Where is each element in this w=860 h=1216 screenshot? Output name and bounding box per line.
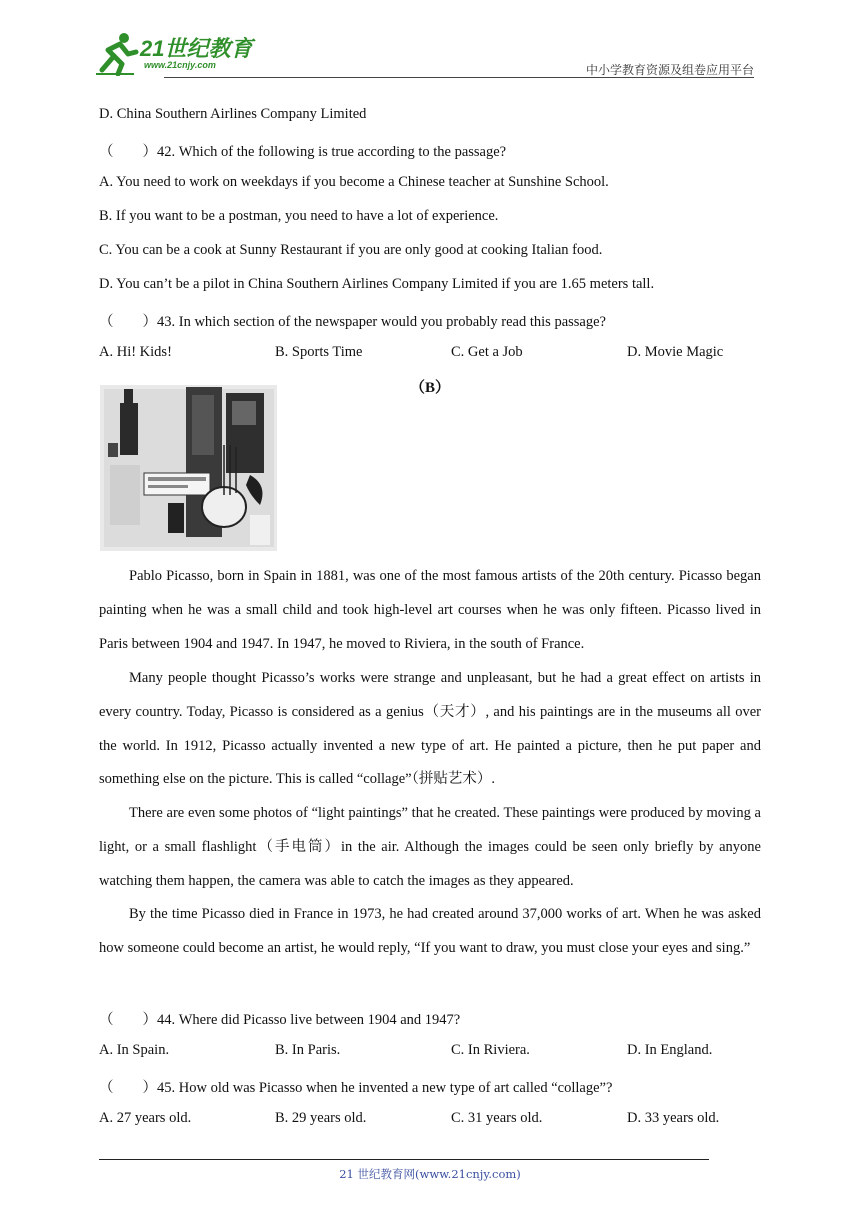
q43-option-c: C. Get a Job xyxy=(451,344,523,360)
q43-stem: （ ）43. In which section of the newspaper would you probably read this passage? xyxy=(99,314,606,330)
q45-stem: （ ）45. How old was Picasso when he invented a new type of art called “collage”? xyxy=(99,1080,613,1096)
q44-stem: （ ）44. Where did Picasso live between 1904 and 1947? xyxy=(99,1012,461,1028)
q44-option-d: D. In England. xyxy=(627,1042,713,1058)
site-logo xyxy=(94,30,259,76)
q44-option-b: B. In Paris. xyxy=(275,1042,341,1058)
page-header xyxy=(94,30,754,78)
logo-title: 21世纪教育 xyxy=(140,36,253,61)
platform-name: 中小学教育资源及组卷应用平台 xyxy=(585,63,754,77)
q42-option-c: C. You can be a cook at Sunny Restaurant if you are only good at cooking Italian food. xyxy=(99,242,603,258)
section-b-title: （B） xyxy=(409,380,450,396)
header-divider xyxy=(164,77,754,78)
q42-stem: （ ）42. Which of the following is true according to the passage? xyxy=(99,144,507,160)
q42-option-a: A. You need to work on weekdays if you become a Chinese teacher at Sunshine School. xyxy=(99,174,609,190)
passage-paragraph: By the time Picasso died in France in 1973, he had created around 37,000 works of art. When he was asked how someone could become an artist, he would reply, “If you want to draw, you must close your eyes and sing.” xyxy=(99,906,761,956)
q45-option-c: C. 31 years old. xyxy=(451,1110,543,1126)
passage-paragraph: Pablo Picasso, born in Spain in 1881, was one of the most famous artists of the 20th century. Picasso began painting when he was a small child and took high-level art courses when he was only fifteen. Picasso lived in Paris between 1904 and 1947. In 1947, he moved to Riviera, in the south of France. xyxy=(99,568,761,652)
passage-paragraph: Many people thought Picasso’s works were strange and unpleasant, but he had a great effect on artists in every country. Today, Picasso is considered as a genius（天才）, and his paintings are in the museums all over the world. In 1912, Picasso actually invented a new type of art. He painted a picture, then he put paper and something else on the picture. This is called “collage”（拼贴艺术）. xyxy=(99,670,761,788)
q45-option-a: A. 27 years old. xyxy=(99,1110,192,1126)
q44-option-a: A. In Spain. xyxy=(99,1042,170,1058)
runner-logo-icon xyxy=(94,30,142,76)
picasso-painting-image xyxy=(100,385,277,551)
footer-text: 21 世纪教育网(www.21cnjy.com) xyxy=(339,1167,521,1181)
q45-option-b: B. 29 years old. xyxy=(275,1110,367,1126)
passage-paragraph: There are even some photos of “light paintings” that he created. These paintings were produced by moving a light, or a small flashlight（手电筒）in the air. Although the images could be seen only briefly by anyone watching them happen, the camera was able to catch the images as they appeared. xyxy=(99,805,761,889)
q44-option-c: C. In Riviera. xyxy=(451,1042,530,1058)
footer-divider xyxy=(99,1159,709,1160)
q45-option-d: D. 33 years old. xyxy=(627,1110,720,1126)
q42-option-d: D. You can’t be a pilot in China Southern Airlines Company Limited if you are 1.65 meters tall. xyxy=(99,276,655,292)
logo-url: www.21cnjy.com xyxy=(144,60,216,70)
q42-option-b: B. If you want to be a postman, you need to have a lot of experience. xyxy=(99,208,499,224)
q41-option-d: D. China Southern Airlines Company Limited xyxy=(99,106,367,122)
q43-option-d: D. Movie Magic xyxy=(627,344,724,360)
q43-option-b: B. Sports Time xyxy=(275,344,363,360)
q43-option-a: A. Hi! Kids! xyxy=(99,344,172,360)
